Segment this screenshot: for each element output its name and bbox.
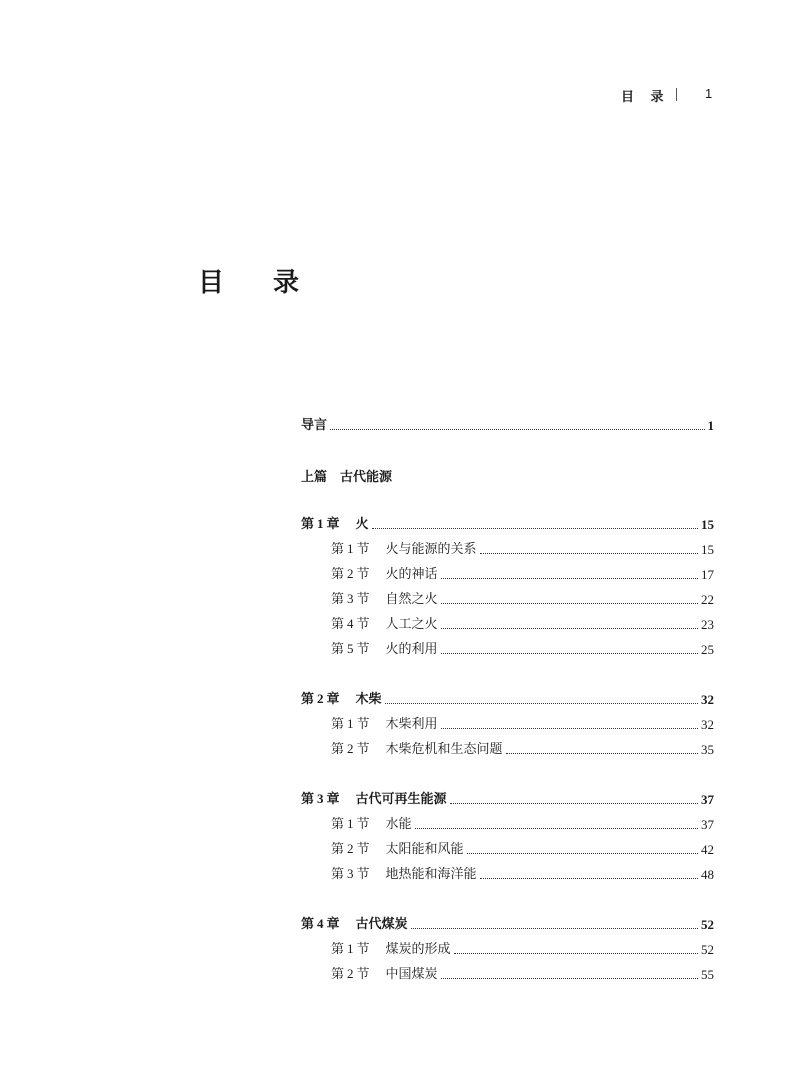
dot-leader: [415, 827, 698, 829]
toc-page-number: 15: [701, 542, 714, 557]
toc-page-number: 15: [701, 517, 714, 532]
dot-leader: [330, 428, 704, 430]
toc-page-number: 48: [701, 867, 714, 882]
toc-page-number: 52: [701, 917, 714, 932]
dot-leader: [454, 952, 698, 954]
chapter-label: 第 2 章: [301, 691, 340, 707]
section-title: 煤炭的形成: [385, 942, 451, 957]
section-title: 太阳能和风能: [385, 842, 464, 857]
toc-entry-title: 导言: [301, 418, 328, 433]
toc-chapter-2[interactable]: [301, 688, 714, 708]
page-title: 目 录: [198, 268, 320, 298]
toc-page-number: 22: [701, 592, 714, 607]
chapter-title: 火: [355, 517, 369, 532]
chapter-title: 木柴: [355, 692, 382, 707]
toc-chapter-1[interactable]: [301, 513, 714, 533]
section-title: 地热能和海洋能: [385, 867, 477, 882]
dot-leader: [441, 727, 698, 729]
toc-chapter-3[interactable]: [301, 788, 714, 808]
toc-page-number: 25: [701, 642, 714, 657]
toc-section[interactable]: 第 3 节 自然之火 22: [331, 591, 714, 607]
toc-section[interactable]: 第 1 节 火与能源的关系 15: [331, 541, 714, 557]
chapter-label: 第 3 章: [301, 791, 340, 807]
part-heading: 上篇 古代能源: [301, 470, 393, 485]
section-title: 自然之火: [385, 592, 438, 607]
toc-page-number: 35: [701, 742, 714, 757]
section-title: 水能: [385, 817, 412, 832]
toc-section[interactable]: 第 1 节 煤炭的形成 52: [331, 941, 714, 957]
chapter-label: 第 4 章: [301, 916, 340, 932]
dot-leader: [441, 627, 698, 629]
toc-section[interactable]: 第 2 节 中国煤炭 55: [331, 966, 714, 982]
toc-section[interactable]: 第 1 节 木柴利用 32: [331, 716, 714, 732]
toc-page-number: 42: [701, 842, 714, 857]
dot-leader: [441, 977, 698, 979]
section-title: 火的利用: [385, 642, 438, 657]
section-title: 人工之火: [385, 617, 438, 632]
toc-page-number: 52: [701, 942, 714, 957]
chapter-label: 第 1 章: [301, 516, 340, 532]
dot-leader: [441, 652, 698, 654]
toc-section[interactable]: 第 2 节 太阳能和风能 42: [331, 841, 714, 857]
dot-leader: [441, 602, 698, 604]
dot-leader: [411, 927, 698, 929]
dot-leader: [441, 577, 698, 579]
toc-chapter-4[interactable]: [301, 913, 714, 933]
section-title: 火的神话: [385, 567, 438, 582]
section-title: 木柴危机和生态问题: [385, 742, 503, 757]
toc-page-number: 23: [701, 617, 714, 632]
dot-leader: [480, 877, 698, 879]
section-title: 中国煤炭: [385, 967, 438, 982]
toc-section[interactable]: 第 4 节 人工之火 23: [331, 616, 714, 632]
running-head: [0, 86, 800, 106]
dot-leader: [480, 552, 698, 554]
dot-leader: [450, 802, 698, 804]
section-title: 木柴利用: [385, 717, 438, 732]
toc-section[interactable]: 第 5 节 火的利用 25: [331, 641, 714, 657]
chapter-title: 古代可再生能源: [355, 792, 447, 807]
toc-page-number: 32: [701, 692, 714, 707]
toc-section[interactable]: 第 1 节 水能 37: [331, 816, 714, 832]
toc-page-number: 32: [701, 717, 714, 732]
toc-entry-intro[interactable]: [301, 414, 714, 434]
toc-section[interactable]: 第 3 节 地热能和海洋能 48: [331, 866, 714, 882]
dot-leader: [467, 852, 698, 854]
toc-section[interactable]: 第 2 节 木柴危机和生态问题 35: [331, 741, 714, 757]
toc-page-number: 37: [701, 792, 714, 807]
toc-section[interactable]: 第 2 节 火的神话 17: [331, 566, 714, 582]
toc-page-number: 37: [701, 817, 714, 832]
running-head-page-number: 1: [705, 86, 713, 101]
running-head-title: 目 录: [621, 90, 670, 105]
toc-page-number: 1: [707, 418, 714, 433]
section-title: 火与能源的关系: [385, 542, 477, 557]
toc-page-number: 55: [701, 967, 714, 982]
dot-leader: [372, 527, 698, 529]
toc-page-number: 17: [701, 567, 714, 582]
dot-leader: [385, 702, 698, 704]
chapter-title: 古代煤炭: [355, 917, 408, 932]
dot-leader: [506, 752, 698, 754]
running-head-divider: [676, 88, 677, 101]
